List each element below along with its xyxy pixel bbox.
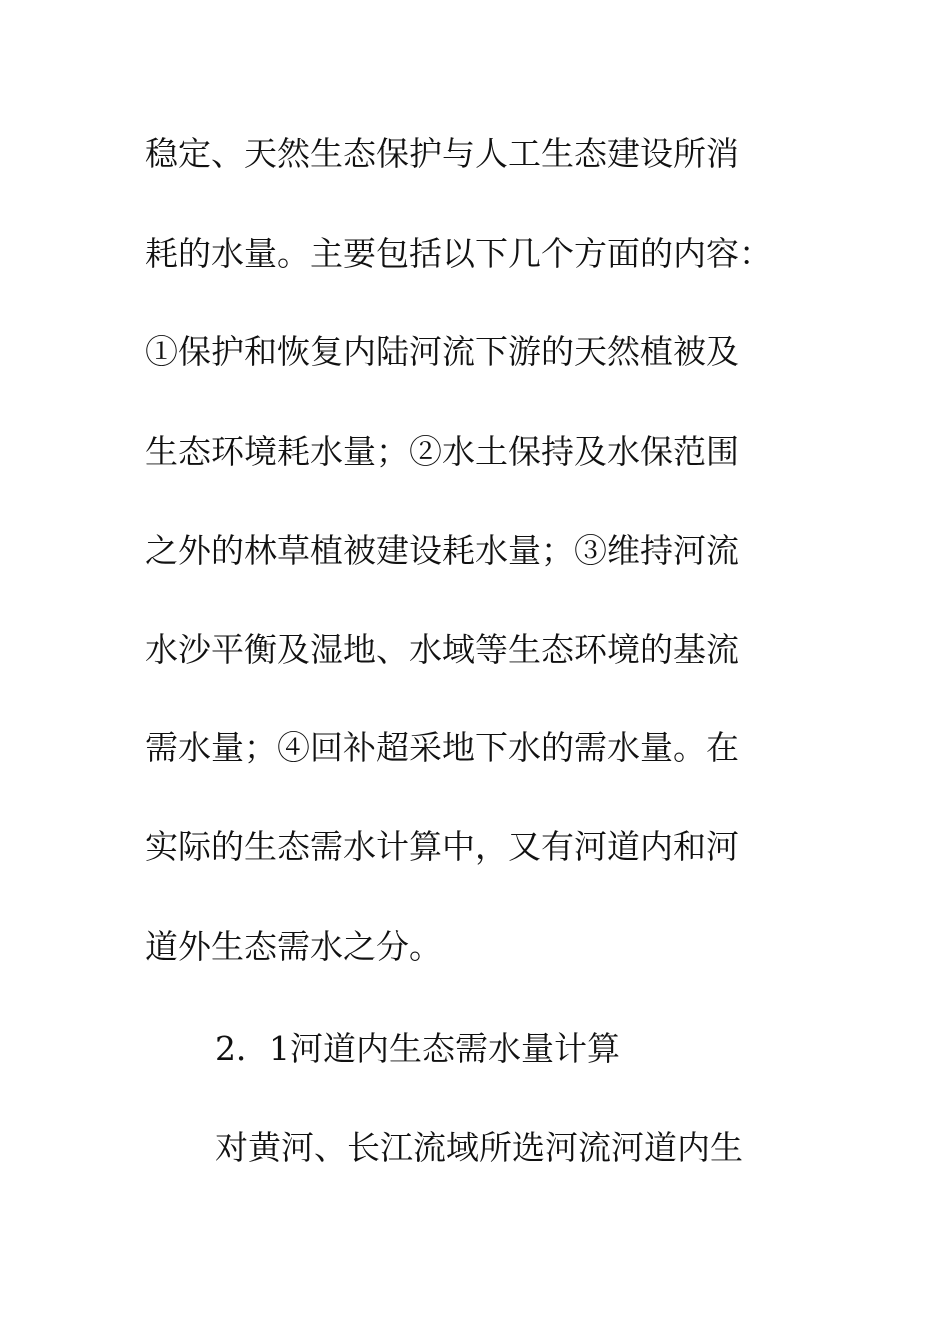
section-heading: 2．1河道内生态需水量计算	[215, 1029, 620, 1068]
body-text-line-4: 生态环境耗水量；②水土保持及水保范围	[145, 432, 739, 471]
body-text-line-8: 实际的生态需水计算中，又有河道内和河	[145, 827, 739, 866]
body-text-line-3: ①保护和恢复内陆河流下游的天然植被及	[145, 332, 739, 371]
paragraph-start-line: 对黄河、长江流域所选河流河道内生	[215, 1128, 743, 1167]
body-text-line-9: 道外生态需水之分。	[145, 927, 442, 966]
body-text-line-5: 之外的林草植被建设耗水量；③维持河流	[145, 531, 739, 570]
body-text-line-6: 水沙平衡及湿地、水域等生态环境的基流	[145, 630, 739, 669]
body-text-line-1: 稳定、天然生态保护与人工生态建设所消	[145, 134, 739, 173]
body-text-line-7: 需水量；④回补超采地下水的需水量。在	[145, 728, 739, 767]
body-text-line-2: 耗的水量。主要包括以下几个方面的内容：	[145, 234, 772, 273]
